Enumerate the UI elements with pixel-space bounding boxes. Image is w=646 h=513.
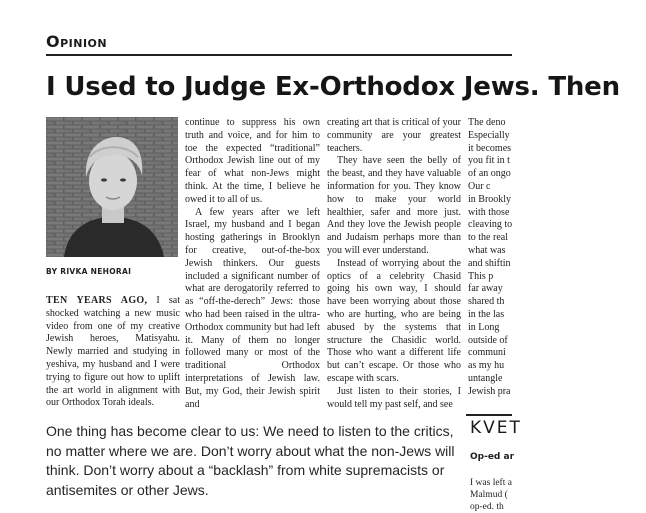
column-4-line: outside of xyxy=(468,334,508,346)
sidebar-body xyxy=(470,478,550,513)
column-4-line: far away xyxy=(468,283,503,295)
sidebar-divider xyxy=(466,414,512,416)
column-4-line: as my hu xyxy=(468,360,505,372)
column-4-line: shared th xyxy=(468,296,505,308)
column-4-line: untangle xyxy=(468,372,503,384)
sidebar-title: KVET xyxy=(470,418,522,438)
column-2-paragraph: A few years after we left Israel, my husband and I began hosting gatherings in Brooklyn for creative, out-of-the-box Jewish thinkers. Our guests included a significant number of what are derogatorily referred to as “off-the-derech” Jews: those who had been raised in the ultra-Orthodox community but had left it. Many of them no longer followed many or most of the traditional Orthodox interpretations of Jewish law. But, my God, their Jewish spirit and xyxy=(185,206,320,410)
sidebar-line: Malmud ( xyxy=(470,489,508,500)
author-portrait-icon xyxy=(46,117,178,257)
section-label: Opinion xyxy=(46,32,108,51)
column-4-line: cleaving to xyxy=(468,219,513,231)
article-column-3 xyxy=(327,117,461,411)
column-4-line: Jewish pra xyxy=(468,385,511,397)
sidebar-line: op-ed. th xyxy=(470,501,504,512)
column-4-line: The deno xyxy=(468,117,506,128)
article-column-1 xyxy=(46,295,180,410)
section-divider xyxy=(46,54,512,56)
article-column-2 xyxy=(185,117,320,411)
column-4-line: with those xyxy=(468,206,510,218)
column-4-line: of an ongo xyxy=(468,168,511,180)
column-4-line: to the real xyxy=(468,232,508,244)
column-4-line: you fit in t xyxy=(468,155,510,167)
column-1-text: I sat shocked watching a new music video from one of my creative Jewish heroes, Matisyahu. Newly married and studying in yeshiva, my husband and I were trying to figure out how to uplift the art world in alignment with our Orthodox Torah ideals. xyxy=(46,295,180,409)
article-column-4-cropped xyxy=(468,117,548,399)
column-4-line: in Long xyxy=(468,321,500,333)
author-byline: BY RIVKA NEHORAI xyxy=(46,267,132,276)
article-headline: I Used to Judge Ex-Orthodox Jews. Then xyxy=(46,72,620,102)
column-3-paragraph: They have seen the belly of the beast, and they have valuable information for you. They know how to make your world healthier, safer and more just. And they love the Jewish people and Judaism perhaps more than you will ever understand. xyxy=(327,155,461,256)
column-4-line: in Brookly xyxy=(468,193,512,205)
column-3-paragraph: Instead of worrying about the optics of a celebrity Chasid going his own way, I should have been worrying about those who are hurting, who are being abused by the systems that structure the Chasidic world. Those who want a different life but can’t escape. Or those who escape with scars. xyxy=(327,257,461,384)
column-4-line: Especially xyxy=(468,129,510,141)
column-4-line: This p xyxy=(468,270,494,282)
author-photo xyxy=(46,117,178,257)
pull-quote: One thing has become clear to us: We need to listen to the critics, no matter where we are. Don’t worry about what the non-Jews will think. Don’t worry about a “backlash” from white supremacists or antisemites or other Jews. xyxy=(46,423,455,498)
sidebar-line: I was left a xyxy=(470,478,512,488)
column-4-line: Our c xyxy=(468,180,491,192)
column-2-paragraph: continue to suppress his own truth and voice, and for him to toe the expected “traditional” Orthodox Jewish line out of my fear of what non-Jews might think. At the time, I believe he owed it to all of us. xyxy=(185,117,320,205)
column-4-line: in the las xyxy=(468,308,505,320)
column-4-line: it becomes xyxy=(468,142,512,154)
column-3-paragraph: creating art that is critical of your community are your greatest teachers. xyxy=(327,117,461,154)
column-3-paragraph: Just listen to their stories, I would tell my past self, and see xyxy=(327,385,461,410)
column-4-line: what was xyxy=(468,244,506,256)
sidebar-subtitle: Op-ed ar xyxy=(470,452,515,462)
lead-in: TEN YEARS AGO, xyxy=(46,295,148,306)
column-4-line: communi xyxy=(468,347,506,359)
column-4-line: and shiftin xyxy=(468,257,511,269)
